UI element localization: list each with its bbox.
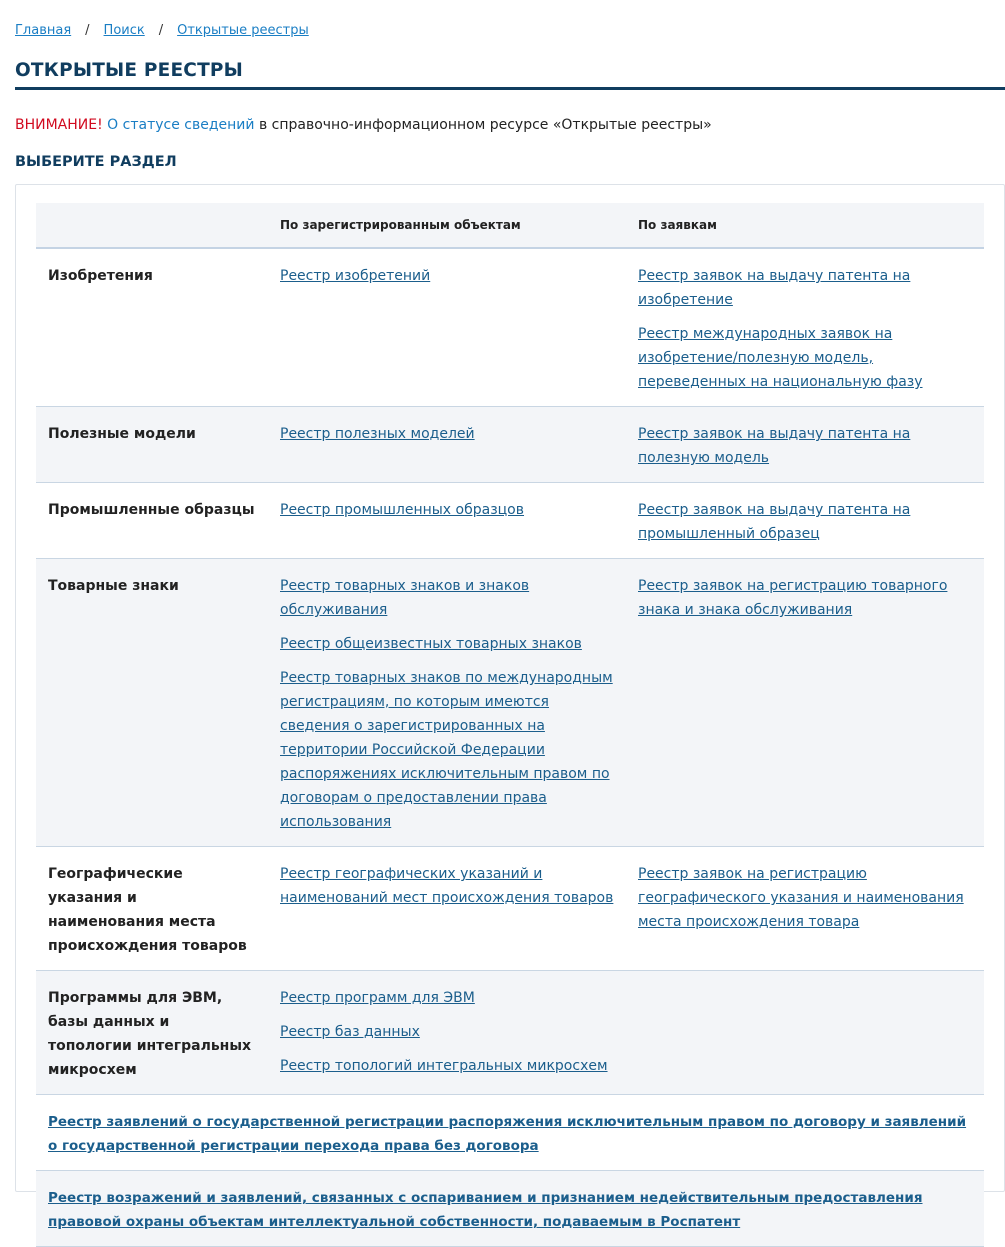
category-label: Изобретения <box>48 268 153 284</box>
breadcrumb-link-home[interactable]: Главная <box>15 22 72 38</box>
header-cell-category <box>36 203 268 248</box>
register-link[interactable]: Реестр заявок на выдачу патента на промышленный образец <box>638 502 911 542</box>
notice-status-link[interactable]: О статусе сведений <box>107 117 255 133</box>
notice-text: в справочно-информационном ресурсе «Открытые реестры» <box>258 117 712 133</box>
table-row <box>36 559 984 847</box>
register-link[interactable]: Реестр изобретений <box>280 268 431 284</box>
register-link[interactable]: Реестр общеизвестных товарных знаков <box>280 636 582 652</box>
register-link[interactable]: Реестр баз данных <box>280 1024 420 1040</box>
register-link[interactable]: Реестр программ для ЭВМ <box>280 990 475 1006</box>
register-link[interactable]: Реестр полезных моделей <box>280 426 475 442</box>
breadcrumb-separator: / <box>85 22 90 38</box>
register-link[interactable]: Реестр заявок на выдачу патента на изобретение <box>638 268 911 308</box>
table-row <box>36 483 984 559</box>
breadcrumb-link-search[interactable]: Поиск <box>103 22 145 38</box>
register-link[interactable]: Реестр международных заявок на изобретение/полезную модель, переведенных на национальную фазу <box>638 326 923 390</box>
register-link[interactable]: Реестр заявок на выдачу патента на полезную модель <box>638 426 911 466</box>
breadcrumb-link-open-registers[interactable]: Открытые реестры <box>177 22 309 38</box>
table-row <box>36 1095 984 1171</box>
register-link[interactable]: Реестр промышленных образцов <box>280 502 525 518</box>
table-row <box>36 248 984 407</box>
header-cell-registered: По зарегистрированным объектам <box>268 203 626 248</box>
register-link-wide[interactable]: Реестр возражений и заявлений, связанных с оспариванием и признанием недействительным предоставления правовой охраны объектам интеллектуальной собственности, подаваемым в Роспатент <box>48 1190 923 1230</box>
category-label: Промышленные образцы <box>48 502 255 518</box>
page-title: ОТКРЫТЫЕ РЕЕСТРЫ <box>15 60 1005 90</box>
empty-cell <box>626 971 984 1095</box>
category-label: Товарные знаки <box>48 578 179 594</box>
register-link[interactable]: Реестр географических указаний и наименований мест происхождения товаров <box>280 866 614 906</box>
register-link-wide[interactable]: Реестр заявлений о государственной регистрации распоряжения исключительным правом по договору и заявлений о государственной регистрации перехода права без договора <box>48 1114 967 1154</box>
header-cell-applications: По заявкам <box>626 203 984 248</box>
table-row <box>36 1171 984 1247</box>
status-notice <box>15 117 712 133</box>
register-link[interactable]: Реестр товарных знаков и знаков обслуживания <box>280 578 530 618</box>
table-row <box>36 971 984 1095</box>
table-row <box>36 407 984 483</box>
register-link[interactable]: Реестр топологий интегральных микросхем <box>280 1058 608 1074</box>
register-link[interactable]: Реестр товарных знаков по международным регистрациям, по которым имеются сведения о зарегистрированных на территории Российской Федерации распоряжениях исключительным правом по договорам о предоставлении права использования <box>280 670 613 830</box>
breadcrumb <box>15 21 309 39</box>
section-title: ВЫБЕРИТЕ РАЗДЕЛ <box>15 154 177 170</box>
category-label: Полезные модели <box>48 426 196 442</box>
registers-table <box>36 203 984 1247</box>
category-label: Программы для ЭВМ, базы данных и топологии интегральных микросхем <box>48 990 252 1078</box>
register-link[interactable]: Реестр заявок на регистрацию географического указания и наименования места происхождения товара <box>638 866 964 930</box>
notice-warning-label: ВНИМАНИЕ! <box>15 117 103 133</box>
register-link[interactable]: Реестр заявок на регистрацию товарного знака и знака обслуживания <box>638 578 948 618</box>
table-row <box>36 847 984 971</box>
category-label: Географические указания и наименования места происхождения товаров <box>48 866 247 954</box>
table-header-row <box>36 203 984 248</box>
breadcrumb-separator: / <box>158 22 164 38</box>
